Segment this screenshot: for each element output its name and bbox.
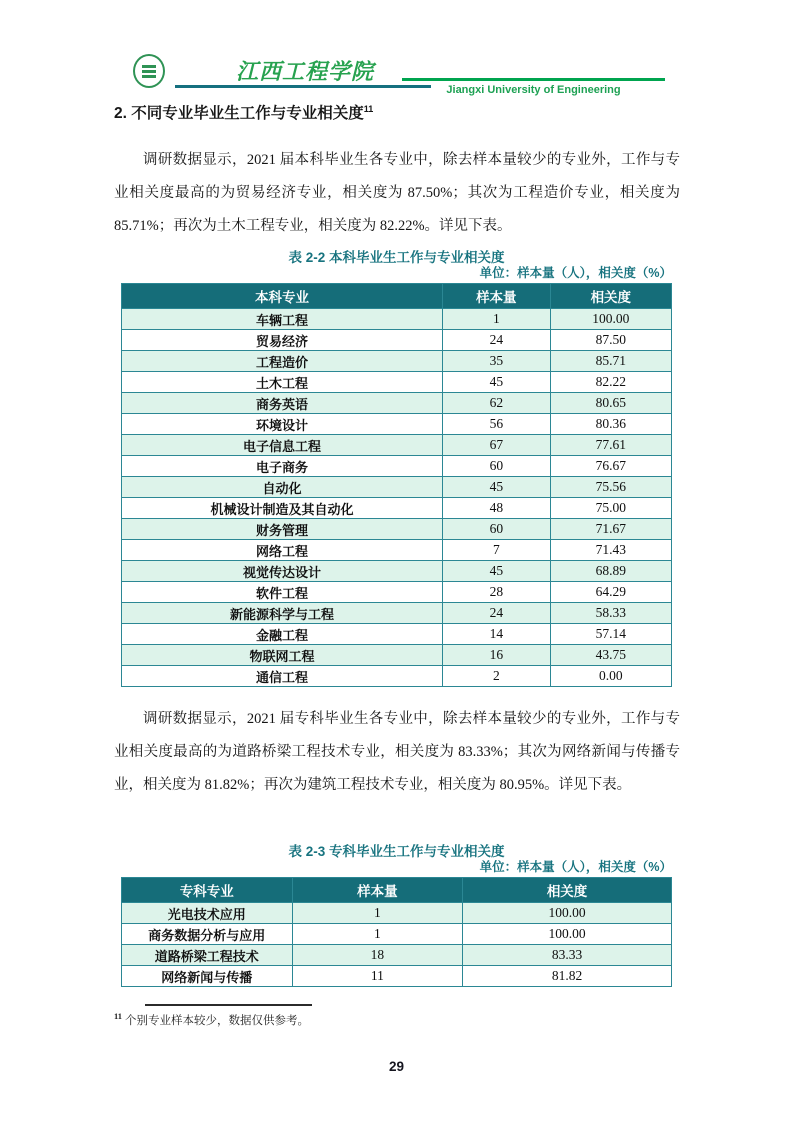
relevance-cell: 75.56 (550, 477, 671, 498)
relevance-cell: 68.89 (550, 561, 671, 582)
sample-size-cell: 24 (442, 330, 550, 351)
header-divider-left (175, 85, 431, 88)
school-name-english: Jiangxi University of Engineering (446, 84, 621, 96)
major-cell: 工程造价 (122, 351, 443, 372)
footnote-text: 个别专业样本较少，数据仅供参考。 (125, 1014, 310, 1027)
major-cell: 通信工程 (122, 666, 443, 687)
sample-size-cell: 60 (442, 519, 550, 540)
table-row (122, 372, 672, 393)
table-row (122, 645, 672, 666)
relevance-cell: 100.00 (550, 309, 671, 330)
table-row (122, 519, 672, 540)
sample-size-cell: 11 (292, 966, 463, 987)
major-cell: 物联网工程 (122, 645, 443, 666)
sample-size-cell: 67 (442, 435, 550, 456)
major-cell: 金融工程 (122, 624, 443, 645)
major-cell: 网络工程 (122, 540, 443, 561)
section-title-text: 2. 不同专业毕业生工作与专业相关度 (114, 105, 364, 122)
header-divider-right (402, 78, 665, 81)
sample-size-cell: 18 (292, 945, 463, 966)
relevance-cell: 100.00 (463, 903, 672, 924)
sample-size-cell: 56 (442, 414, 550, 435)
relevance-cell: 75.00 (550, 498, 671, 519)
relevance-cell: 80.65 (550, 393, 671, 414)
table-row (122, 435, 672, 456)
column-header: 样本量 (442, 284, 550, 309)
table-row (122, 624, 672, 645)
relevance-cell: 64.29 (550, 582, 671, 603)
university-emblem-icon (133, 54, 165, 88)
major-cell: 机械设计制造及其自动化 (122, 498, 443, 519)
sample-size-cell: 1 (442, 309, 550, 330)
table-row (122, 477, 672, 498)
relevance-cell: 0.00 (550, 666, 671, 687)
major-cell: 光电技术应用 (122, 903, 293, 924)
table-row (122, 903, 672, 924)
major-cell: 财务管理 (122, 519, 443, 540)
table-row (122, 582, 672, 603)
sample-size-cell: 45 (442, 372, 550, 393)
sample-size-cell: 14 (442, 624, 550, 645)
sample-size-cell: 48 (442, 498, 550, 519)
major-cell: 自动化 (122, 477, 443, 498)
table-row (122, 666, 672, 687)
table-row (122, 414, 672, 435)
table-row (122, 330, 672, 351)
table-row (122, 966, 672, 987)
major-cell: 商务英语 (122, 393, 443, 414)
sample-size-cell: 16 (442, 645, 550, 666)
relevance-cell: 85.71 (550, 351, 671, 372)
relevance-cell: 43.75 (550, 645, 671, 666)
major-cell: 道路桥梁工程技术 (122, 945, 293, 966)
sample-size-cell: 45 (442, 477, 550, 498)
major-cell: 贸易经济 (122, 330, 443, 351)
relevance-cell: 81.82 (463, 966, 672, 987)
paragraph-undergraduate: 调研数据显示，2021 届本科毕业生各专业中，除去样本量较少的专业外，工作与专业相关度最高的为贸易经济专业，相关度为 87.50%；其次为工程造价专业，相关度为 85.71%；再次为土木工程专业，相关度为 82.22%。详见下表。 (114, 152, 680, 234)
sample-size-cell: 24 (442, 603, 550, 624)
sample-size-cell: 62 (442, 393, 550, 414)
footnote-divider (145, 1004, 312, 1006)
footnote-reference: 11 (363, 103, 374, 114)
sample-size-cell: 1 (292, 903, 463, 924)
table-row (122, 456, 672, 477)
table-row (122, 561, 672, 582)
relevance-cell: 82.22 (550, 372, 671, 393)
table-row (122, 540, 672, 561)
table-header-row (122, 878, 672, 903)
major-cell: 电子信息工程 (122, 435, 443, 456)
table1-unit-note: 单位：样本量（人），相关度（%） (479, 266, 672, 280)
relevance-cell: 83.33 (463, 945, 672, 966)
emblem-inner-shield (142, 65, 156, 78)
sample-size-cell: 7 (442, 540, 550, 561)
major-cell: 电子商务 (122, 456, 443, 477)
column-header: 样本量 (292, 878, 463, 903)
paragraph-college: 调研数据显示，2021 届专科毕业生各专业中，除去样本量较少的专业外，工作与专业相关度最高的为道路桥梁工程技术专业，相关度为 83.33%；其次为网络新闻与传播专业，相关度为 81.82%；再次为建筑工程技术专业，相关度为 80.95%。详见下表。 (114, 711, 680, 793)
major-cell: 网络新闻与传播 (122, 966, 293, 987)
college-relevance-table (121, 877, 672, 987)
major-cell: 新能源科学与工程 (122, 603, 443, 624)
section-title (114, 101, 373, 123)
relevance-cell: 58.33 (550, 603, 671, 624)
major-cell: 软件工程 (122, 582, 443, 603)
table-header-row (122, 284, 672, 309)
relevance-cell: 100.00 (463, 924, 672, 945)
relevance-cell: 77.61 (550, 435, 671, 456)
table1-caption: 表 2-2 本科毕业生工作与专业相关度 (288, 250, 505, 265)
table-row (122, 945, 672, 966)
table-row (122, 309, 672, 330)
column-header: 本科专业 (122, 284, 443, 309)
column-header: 相关度 (463, 878, 672, 903)
table-row (122, 393, 672, 414)
relevance-cell: 76.67 (550, 456, 671, 477)
sample-size-cell: 45 (442, 561, 550, 582)
major-cell: 环境设计 (122, 414, 443, 435)
major-cell: 视觉传达设计 (122, 561, 443, 582)
relevance-cell: 71.43 (550, 540, 671, 561)
sample-size-cell: 2 (442, 666, 550, 687)
school-name-chinese: 江西工程学院 (235, 59, 374, 85)
sample-size-cell: 60 (442, 456, 550, 477)
table-row (122, 351, 672, 372)
relevance-cell: 87.50 (550, 330, 671, 351)
major-cell: 车辆工程 (122, 309, 443, 330)
sample-size-cell: 35 (442, 351, 550, 372)
table-row (122, 498, 672, 519)
sample-size-cell: 1 (292, 924, 463, 945)
relevance-cell: 80.36 (550, 414, 671, 435)
footnote-marker: 11 (114, 1011, 123, 1021)
column-header: 专科专业 (122, 878, 293, 903)
relevance-cell: 57.14 (550, 624, 671, 645)
page-number: 29 (388, 1059, 405, 1074)
major-cell: 土木工程 (122, 372, 443, 393)
major-cell: 商务数据分析与应用 (122, 924, 293, 945)
table2-unit-note: 单位：样本量（人），相关度（%） (479, 860, 672, 874)
table-row (122, 603, 672, 624)
undergraduate-relevance-table (121, 283, 672, 687)
footnote (114, 1011, 309, 1028)
relevance-cell: 71.67 (550, 519, 671, 540)
table-row (122, 924, 672, 945)
column-header: 相关度 (550, 284, 671, 309)
table2-caption: 表 2-3 专科毕业生工作与专业相关度 (288, 844, 505, 859)
sample-size-cell: 28 (442, 582, 550, 603)
